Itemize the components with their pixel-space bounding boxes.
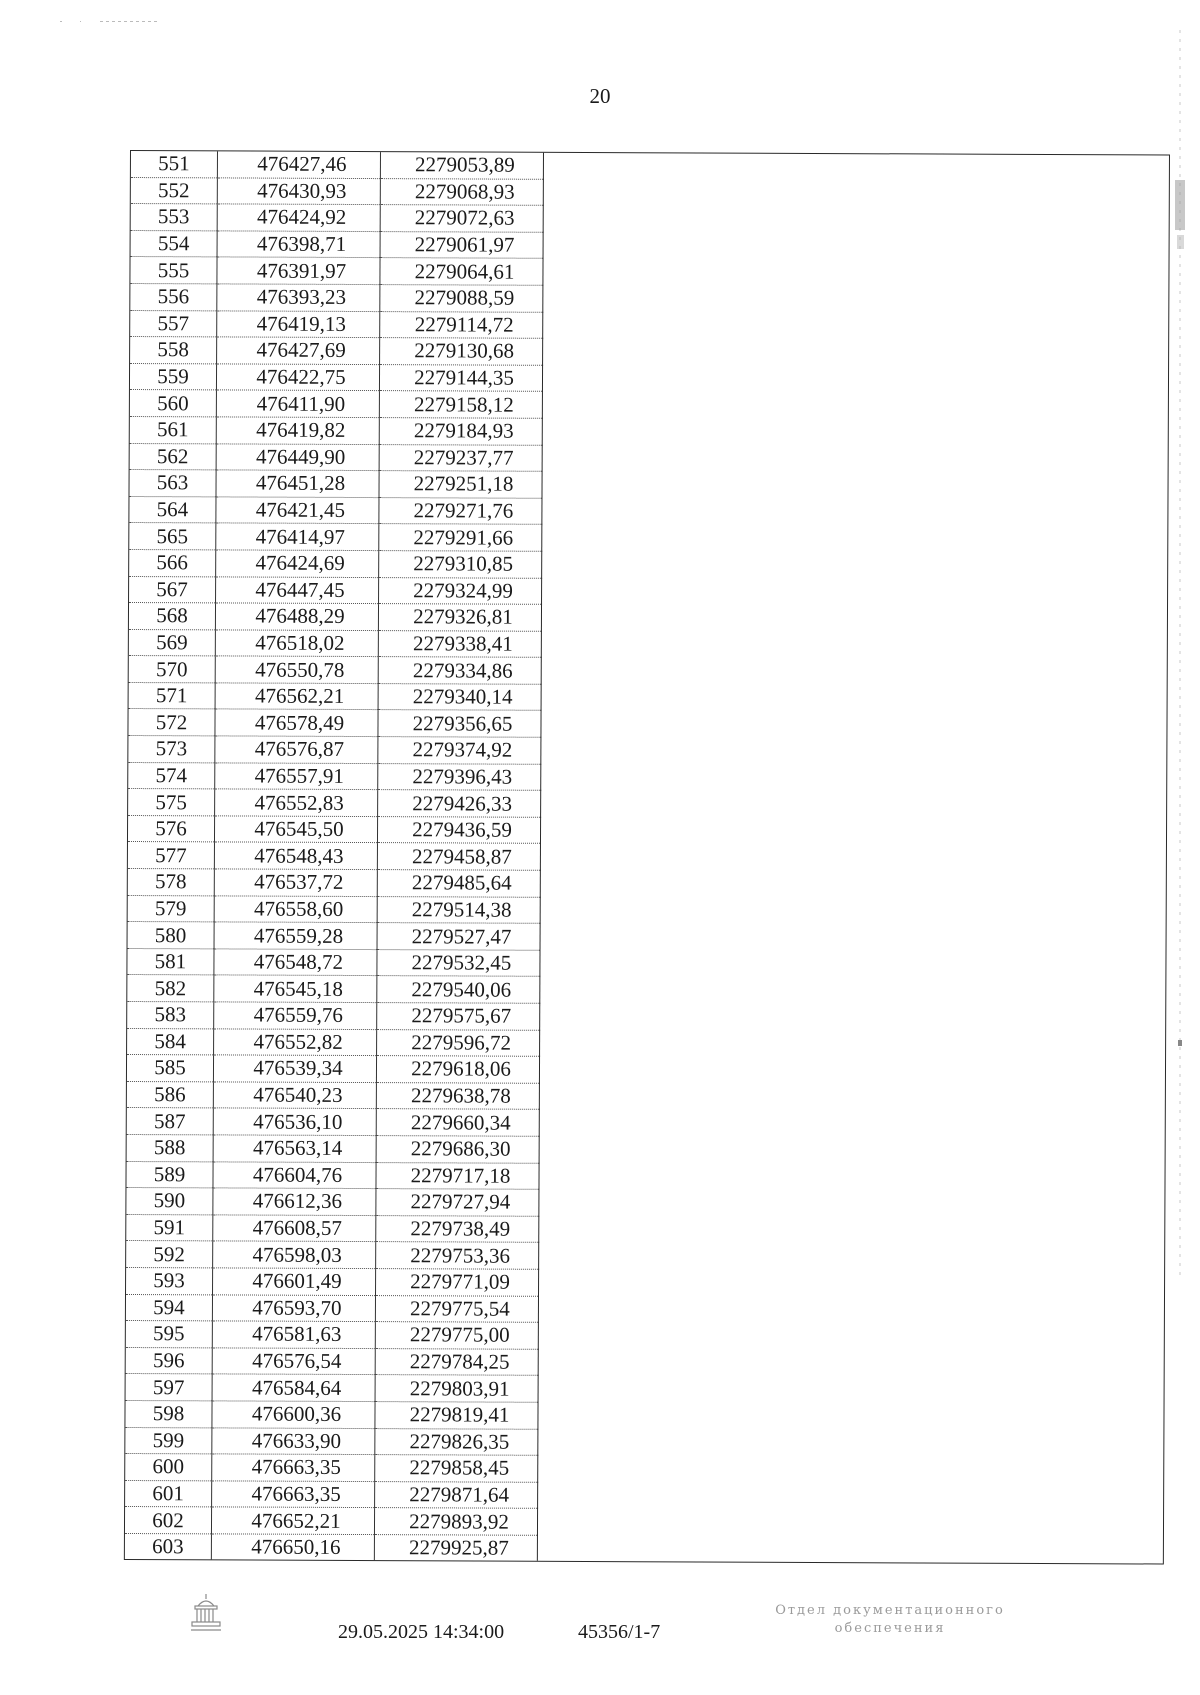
- table-row: [127, 1108, 540, 1136]
- x-coordinate-cell: 476557,91: [215, 763, 378, 790]
- y-coordinate-cell: 2279532,45: [377, 949, 540, 976]
- y-coordinate-cell: 2279237,77: [379, 444, 542, 471]
- x-coordinate-cell: 476604,76: [213, 1161, 376, 1188]
- point-number-cell: 551: [131, 151, 218, 177]
- table-row: [131, 230, 544, 258]
- point-number-cell: 564: [129, 496, 216, 523]
- table-row: [128, 762, 541, 790]
- x-coordinate-cell: 476578,49: [215, 709, 378, 736]
- table-row: [126, 1294, 539, 1322]
- y-coordinate-cell: 2279893,92: [374, 1508, 537, 1535]
- scan-edge-marks: [1174, 30, 1186, 1280]
- table-row: [126, 1161, 539, 1189]
- point-number-cell: 561: [130, 416, 217, 443]
- table-row: [125, 1480, 538, 1508]
- x-coordinate-cell: 476633,90: [212, 1427, 375, 1454]
- point-number-cell: 590: [126, 1188, 213, 1215]
- point-number-cell: 587: [127, 1108, 214, 1135]
- x-coordinate-cell: 476419,13: [217, 310, 380, 337]
- point-number-cell: 556: [130, 283, 217, 310]
- x-coordinate-cell: 476421,45: [216, 497, 379, 524]
- x-coordinate-cell: 476518,02: [215, 630, 378, 657]
- table-row: [128, 815, 541, 843]
- x-coordinate-cell: 476393,23: [217, 284, 380, 311]
- y-coordinate-cell: 2279324,99: [379, 577, 542, 604]
- point-number-cell: 560: [130, 390, 217, 417]
- point-number-cell: 593: [126, 1267, 213, 1294]
- point-number-cell: 558: [130, 337, 217, 364]
- point-number-cell: 552: [131, 177, 218, 204]
- table-row: [127, 975, 540, 1003]
- table-row: [127, 1001, 540, 1029]
- x-coordinate-cell: 476427,46: [217, 151, 380, 178]
- x-coordinate-cell: 476488,29: [215, 603, 378, 630]
- stamp-line-2: обеспечения: [834, 1621, 946, 1636]
- y-coordinate-cell: 2279485,64: [377, 870, 540, 897]
- y-coordinate-cell: 2279540,06: [377, 976, 540, 1003]
- y-coordinate-cell: 2279784,25: [375, 1348, 538, 1375]
- x-coordinate-cell: 476451,28: [216, 470, 379, 497]
- table-row: [128, 736, 541, 764]
- x-coordinate-cell: 476550,78: [215, 656, 378, 683]
- table-row: [129, 523, 542, 551]
- footer-datetime: 29.05.2025 14:34:00: [338, 1621, 505, 1643]
- x-coordinate-cell: 476424,92: [217, 204, 380, 231]
- x-coordinate-cell: 476552,83: [215, 789, 378, 816]
- table-row: [126, 1374, 539, 1402]
- table-row: [130, 257, 543, 285]
- x-coordinate-cell: 476663,35: [212, 1481, 375, 1508]
- point-number-cell: 595: [126, 1321, 213, 1348]
- x-coordinate-cell: 476411,90: [216, 390, 379, 417]
- point-number-cell: 580: [128, 922, 215, 949]
- table-row: [130, 310, 543, 338]
- x-coordinate-cell: 476559,76: [214, 1002, 377, 1029]
- y-coordinate-cell: 2279061,97: [380, 231, 543, 258]
- y-coordinate-cell: 2279374,92: [378, 737, 541, 764]
- x-coordinate-cell: 476398,71: [217, 231, 380, 258]
- point-number-cell: 565: [129, 523, 216, 550]
- y-coordinate-cell: 2279514,38: [377, 896, 540, 923]
- x-coordinate-cell: 476593,70: [212, 1294, 375, 1321]
- point-number-cell: 554: [131, 230, 218, 257]
- table-row: [129, 576, 542, 604]
- x-coordinate-cell: 476576,87: [215, 736, 378, 763]
- point-number-cell: 557: [130, 310, 217, 337]
- x-coordinate-cell: 476424,69: [216, 550, 379, 577]
- scan-specks: [60, 12, 180, 18]
- y-coordinate-cell: 2279819,41: [375, 1401, 538, 1428]
- table-row: [127, 1055, 540, 1083]
- y-coordinate-cell: 2279575,67: [377, 1003, 540, 1030]
- y-coordinate-cell: 2279271,76: [379, 497, 542, 524]
- page-number: 20: [589, 84, 611, 108]
- table-row: [131, 151, 544, 179]
- point-number-cell: 601: [125, 1480, 212, 1507]
- table-row: [129, 629, 542, 657]
- point-number-cell: 570: [129, 656, 216, 683]
- point-number-cell: 555: [130, 257, 217, 284]
- y-coordinate-cell: 2279340,14: [378, 683, 541, 710]
- y-coordinate-cell: 2279717,18: [376, 1162, 539, 1189]
- y-coordinate-cell: 2279291,66: [379, 524, 542, 551]
- table-row: [127, 1028, 540, 1056]
- table-row: [129, 470, 542, 498]
- table-row: [126, 1241, 539, 1269]
- x-coordinate-cell: 476650,16: [211, 1534, 374, 1561]
- point-number-cell: 602: [125, 1507, 212, 1534]
- x-coordinate-cell: 476539,34: [213, 1055, 376, 1082]
- x-coordinate-cell: 476552,82: [214, 1028, 377, 1055]
- x-coordinate-cell: 476563,14: [213, 1135, 376, 1162]
- point-number-cell: 596: [126, 1347, 213, 1374]
- coordinates-table-body: [125, 151, 544, 1561]
- point-number-cell: 600: [125, 1454, 212, 1481]
- table-row: [127, 948, 540, 976]
- point-number-cell: 598: [125, 1400, 212, 1427]
- point-number-cell: 592: [126, 1241, 213, 1268]
- point-number-cell: 603: [125, 1533, 212, 1559]
- table-row: [129, 549, 542, 577]
- x-coordinate-cell: 476559,28: [214, 922, 377, 949]
- x-coordinate-cell: 476430,93: [217, 177, 380, 204]
- point-number-cell: 599: [125, 1427, 212, 1454]
- y-coordinate-cell: 2279871,64: [375, 1481, 538, 1508]
- x-coordinate-cell: 476608,57: [213, 1215, 376, 1242]
- table-row: [125, 1533, 538, 1561]
- table-row: [129, 656, 542, 684]
- y-coordinate-cell: 2279064,61: [380, 258, 543, 285]
- point-number-cell: 567: [129, 576, 216, 603]
- point-number-cell: 572: [128, 709, 215, 736]
- point-number-cell: 581: [127, 948, 214, 975]
- point-number-cell: 578: [128, 869, 215, 896]
- table-row: [128, 895, 541, 923]
- point-number-cell: 574: [128, 762, 215, 789]
- x-coordinate-cell: 476545,18: [214, 975, 377, 1002]
- coordinates-table-frame: [124, 150, 1170, 1565]
- x-coordinate-cell: 476663,35: [212, 1454, 375, 1481]
- table-row: [129, 682, 542, 710]
- y-coordinate-cell: 2279618,06: [376, 1056, 539, 1083]
- x-coordinate-cell: 476414,97: [216, 523, 379, 550]
- table-row: [128, 842, 541, 870]
- table-row: [128, 922, 541, 950]
- x-coordinate-cell: 476584,64: [212, 1374, 375, 1401]
- y-coordinate-cell: 2279072,63: [380, 205, 543, 232]
- point-number-cell: 589: [126, 1161, 213, 1188]
- y-coordinate-cell: 2279426,33: [378, 790, 541, 817]
- point-number-cell: 562: [130, 443, 217, 470]
- point-number-cell: 597: [126, 1374, 213, 1401]
- building-crest-icon: [183, 1590, 229, 1636]
- x-coordinate-cell: 476419,82: [216, 417, 379, 444]
- point-number-cell: 568: [129, 603, 216, 630]
- point-number-cell: 575: [128, 789, 215, 816]
- point-number-cell: 594: [126, 1294, 213, 1321]
- table-row: [128, 869, 541, 897]
- x-coordinate-cell: 476600,36: [212, 1401, 375, 1428]
- point-number-cell: 583: [127, 1001, 214, 1028]
- table-row: [126, 1321, 539, 1349]
- y-coordinate-cell: 2279130,68: [380, 338, 543, 365]
- point-number-cell: 553: [131, 204, 218, 231]
- y-coordinate-cell: 2279596,72: [377, 1029, 540, 1056]
- table-row: [126, 1347, 539, 1375]
- y-coordinate-cell: 2279396,43: [378, 763, 541, 790]
- y-coordinate-cell: 2279458,87: [377, 843, 540, 870]
- x-coordinate-cell: 476391,97: [217, 257, 380, 284]
- table-row: [127, 1134, 540, 1162]
- table-row: [126, 1267, 539, 1295]
- y-coordinate-cell: 2279334,86: [378, 657, 541, 684]
- department-stamp: [740, 1602, 1040, 1638]
- stamp-line-1: Отдел документационного: [775, 1603, 1005, 1618]
- x-coordinate-cell: 476612,36: [213, 1188, 376, 1215]
- y-coordinate-cell: 2279925,87: [408, 1535, 509, 1560]
- point-number-cell: 591: [126, 1214, 213, 1241]
- table-row: [130, 363, 543, 391]
- y-coordinate-cell: 2279803,91: [375, 1375, 538, 1402]
- point-number-cell: 588: [127, 1134, 214, 1161]
- table-row: [131, 204, 544, 232]
- point-number-cell: 559: [130, 363, 217, 390]
- x-coordinate-cell: 476548,72: [214, 949, 377, 976]
- y-coordinate-cell: 2279053,89: [380, 152, 543, 179]
- y-coordinate-cell: 2279527,47: [377, 923, 540, 950]
- x-coordinate-cell: 476558,60: [214, 895, 377, 922]
- table-row: [126, 1188, 539, 1216]
- table-row: [125, 1454, 538, 1482]
- x-coordinate-cell: 476576,54: [212, 1348, 375, 1375]
- table-row: [130, 337, 543, 365]
- x-coordinate-cell: 476601,49: [213, 1268, 376, 1295]
- point-number-cell: 579: [128, 895, 215, 922]
- table-row: [125, 1427, 538, 1455]
- x-coordinate-cell: 476422,75: [216, 364, 379, 391]
- x-coordinate-cell: 476427,69: [217, 337, 380, 364]
- y-coordinate-cell: 2279144,35: [379, 364, 542, 391]
- table-row: [131, 177, 544, 205]
- y-coordinate-cell: 2279326,81: [378, 604, 541, 631]
- y-coordinate-cell: 2279310,85: [379, 550, 542, 577]
- x-coordinate-cell: 476447,45: [216, 576, 379, 603]
- x-coordinate-cell: 476449,90: [216, 443, 379, 470]
- x-coordinate-cell: 476652,21: [211, 1507, 374, 1534]
- table-row: [125, 1400, 538, 1428]
- table-row: [129, 603, 542, 631]
- y-coordinate-cell: 2279251,18: [379, 471, 542, 498]
- y-coordinate-cell: 2279184,93: [379, 418, 542, 445]
- point-number-cell: 585: [127, 1055, 214, 1082]
- y-coordinate-cell: 2279686,30: [376, 1136, 539, 1163]
- y-coordinate-cell: 2279826,35: [375, 1428, 538, 1455]
- y-coordinate-cell: 2279068,93: [380, 178, 543, 205]
- table-row: [130, 390, 543, 418]
- point-number-cell: 566: [129, 549, 216, 576]
- x-coordinate-cell: 476545,50: [214, 816, 377, 843]
- y-coordinate-cell: 2279775,00: [375, 1322, 538, 1349]
- point-number-cell: 563: [129, 470, 216, 497]
- point-number-cell: 569: [129, 629, 216, 656]
- y-coordinate-cell: 2279158,12: [379, 391, 542, 418]
- point-number-cell: 571: [129, 682, 216, 709]
- point-number-cell: 586: [127, 1081, 214, 1108]
- x-coordinate-cell: 476598,03: [213, 1241, 376, 1268]
- x-coordinate-cell: 476540,23: [213, 1082, 376, 1109]
- coordinates-table: [125, 151, 544, 1561]
- x-coordinate-cell: 476581,63: [212, 1321, 375, 1348]
- y-coordinate-cell: 2279436,59: [377, 816, 540, 843]
- table-row: [125, 1507, 538, 1535]
- footer-document-code: 45356/1-7: [578, 1621, 661, 1643]
- table-row: [129, 496, 542, 524]
- y-coordinate-cell: 2279356,65: [378, 710, 541, 737]
- point-number-cell: 576: [128, 815, 215, 842]
- table-row: [128, 789, 541, 817]
- point-number-cell: 582: [127, 975, 214, 1002]
- table-row: [130, 443, 543, 471]
- y-coordinate-cell: 2279727,94: [376, 1189, 539, 1216]
- y-coordinate-cell: 2279114,72: [380, 311, 543, 338]
- x-coordinate-cell: 476536,10: [213, 1108, 376, 1135]
- y-coordinate-cell: 2279858,45: [375, 1455, 538, 1482]
- table-row: [128, 709, 541, 737]
- y-coordinate-cell: 2279638,78: [376, 1082, 539, 1109]
- y-coordinate-cell: 2279775,54: [375, 1295, 538, 1322]
- y-coordinate-cell: 2279771,09: [376, 1269, 539, 1296]
- y-coordinate-cell: 2279753,36: [376, 1242, 539, 1269]
- table-row: [127, 1081, 540, 1109]
- point-number-cell: 573: [128, 736, 215, 763]
- y-coordinate-cell: 2279738,49: [376, 1215, 539, 1242]
- x-coordinate-cell: 476562,21: [215, 683, 378, 710]
- y-coordinate-cell: 2279088,59: [380, 285, 543, 312]
- x-coordinate-cell: 476537,72: [214, 869, 377, 896]
- point-number-cell: 584: [127, 1028, 214, 1055]
- y-coordinate-cell: 2279338,41: [378, 630, 541, 657]
- x-coordinate-cell: 476548,43: [214, 842, 377, 869]
- point-number-cell: 577: [128, 842, 215, 869]
- y-coordinate-cell: 2279660,34: [376, 1109, 539, 1136]
- table-row: [126, 1214, 539, 1242]
- table-row: [130, 416, 543, 444]
- table-row: [130, 283, 543, 311]
